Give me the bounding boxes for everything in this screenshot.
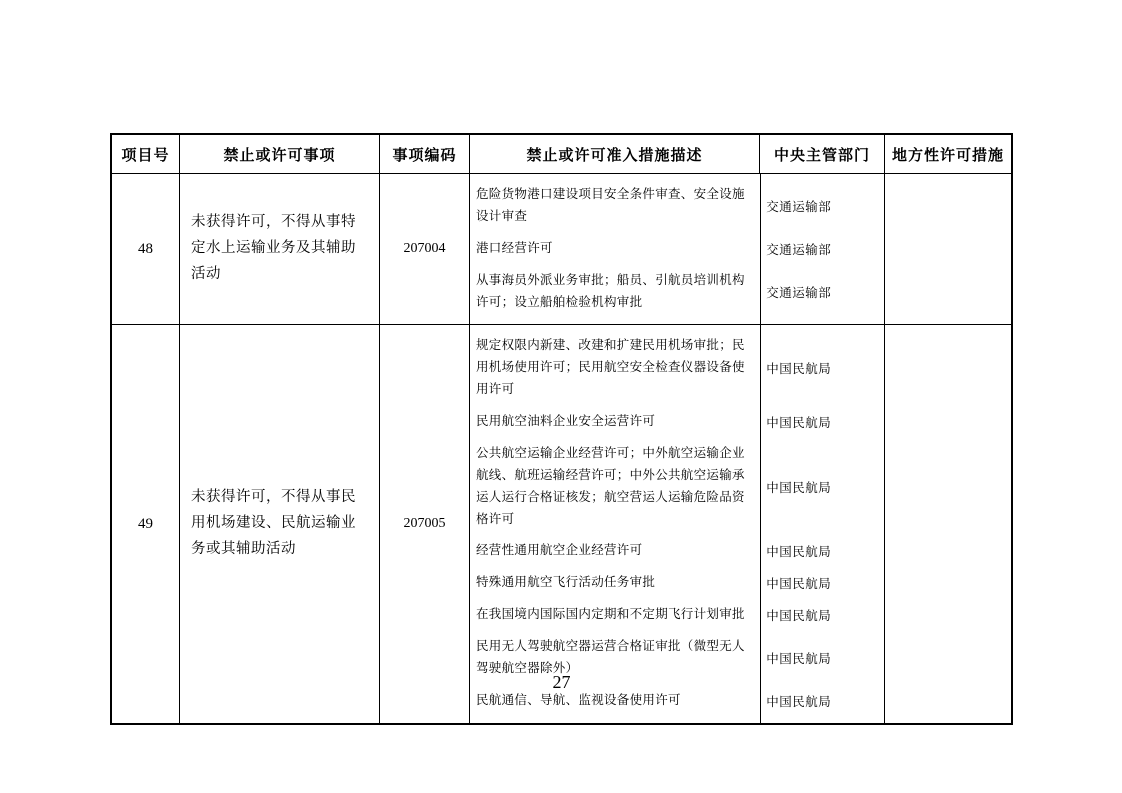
central-department: 中国民航局 [766, 609, 832, 624]
prohibited-matter [180, 325, 380, 722]
measure-item [470, 567, 884, 599]
central-department: 交通运输部 [766, 199, 832, 214]
central-department: 中国民航局 [766, 577, 832, 592]
measure-description: 经营性通用航空企业经营许可 [476, 543, 643, 558]
header-project-no: 项目号 [112, 135, 180, 173]
measure-description: 危险货物港口建设项目安全条件审查、安全设施设计审查 [476, 187, 745, 223]
central-department: 中国民航局 [766, 545, 832, 560]
table-row [112, 325, 1011, 722]
central-department: 中国民航局 [766, 362, 832, 377]
page-number: 27 [552, 672, 571, 692]
prohibited-matter-text: 未获得许可，不得从事民用机场建设、民航运输业务或其辅助活动 [191, 489, 356, 557]
central-department: 中国民航局 [766, 415, 832, 430]
measure-description: 在我国境内国际国内定期和不定期飞行计划审批 [476, 607, 745, 622]
header-central-department: 中央主管部门 [760, 135, 885, 173]
project-no: 48 [112, 174, 180, 324]
measure-description: 公共航空运输企业经营许可；中外航空运输企业航线、航班运输经营许可；中外公共航空运输承运人运行合格证核发；航空营运人运输危险品资格许可 [476, 445, 745, 526]
measure-item [470, 599, 884, 631]
measure-item [470, 233, 884, 265]
central-department: 中国民航局 [766, 480, 832, 495]
access-measures-table [110, 133, 1013, 725]
prohibited-matter [180, 174, 380, 324]
local-measures-cell [885, 174, 1011, 324]
measure-item [470, 330, 884, 406]
matter-code: 207004 [380, 174, 470, 324]
measures-cell [470, 174, 885, 324]
central-department: 交通运输部 [766, 242, 832, 257]
measures-cell [470, 325, 885, 722]
measure-description: 民用航空油料企业安全运营许可 [476, 414, 656, 428]
header-matter: 禁止或许可事项 [180, 135, 380, 173]
header-measure-description: 禁止或许可准入措施描述 [470, 135, 760, 173]
header-code: 事项编码 [380, 135, 470, 173]
local-measures-cell [885, 325, 1011, 722]
prohibited-matter-text: 未获得许可，不得从事特定水上运输业务及其辅助活动 [191, 214, 356, 283]
header-local-measures: 地方性许可措施 [891, 147, 1004, 164]
central-department: 交通运输部 [766, 285, 832, 300]
project-no: 49 [112, 325, 180, 722]
measure-description: 民用无人驾驶航空器运营合格证审批（微型无人驾驶航空器除外） [476, 639, 745, 675]
measure-description: 规定权限内新建、改建和扩建民用机场审批；民用机场使用许可；民用航空安全检查仪器设备使用许可 [476, 338, 745, 397]
measure-item [470, 438, 884, 536]
measure-description: 从事海员外派业务审批；船员、引航员培训机构许可；设立船舶检验机构审批 [476, 272, 745, 309]
measure-description: 特殊通用航空飞行活动任务审批 [476, 575, 656, 590]
measure-item [470, 406, 884, 438]
table-header-row [112, 135, 1011, 174]
matter-code: 207005 [380, 325, 470, 722]
measure-item [470, 535, 884, 567]
measure-description: 民航通信、导航、监视设备使用许可 [476, 692, 681, 707]
measure-item [470, 179, 884, 233]
measure-description: 港口经营许可 [476, 240, 553, 255]
central-department: 中国民航局 [766, 694, 832, 709]
table-row [112, 174, 1011, 325]
central-department: 中国民航局 [766, 651, 832, 666]
measure-item [470, 265, 884, 319]
